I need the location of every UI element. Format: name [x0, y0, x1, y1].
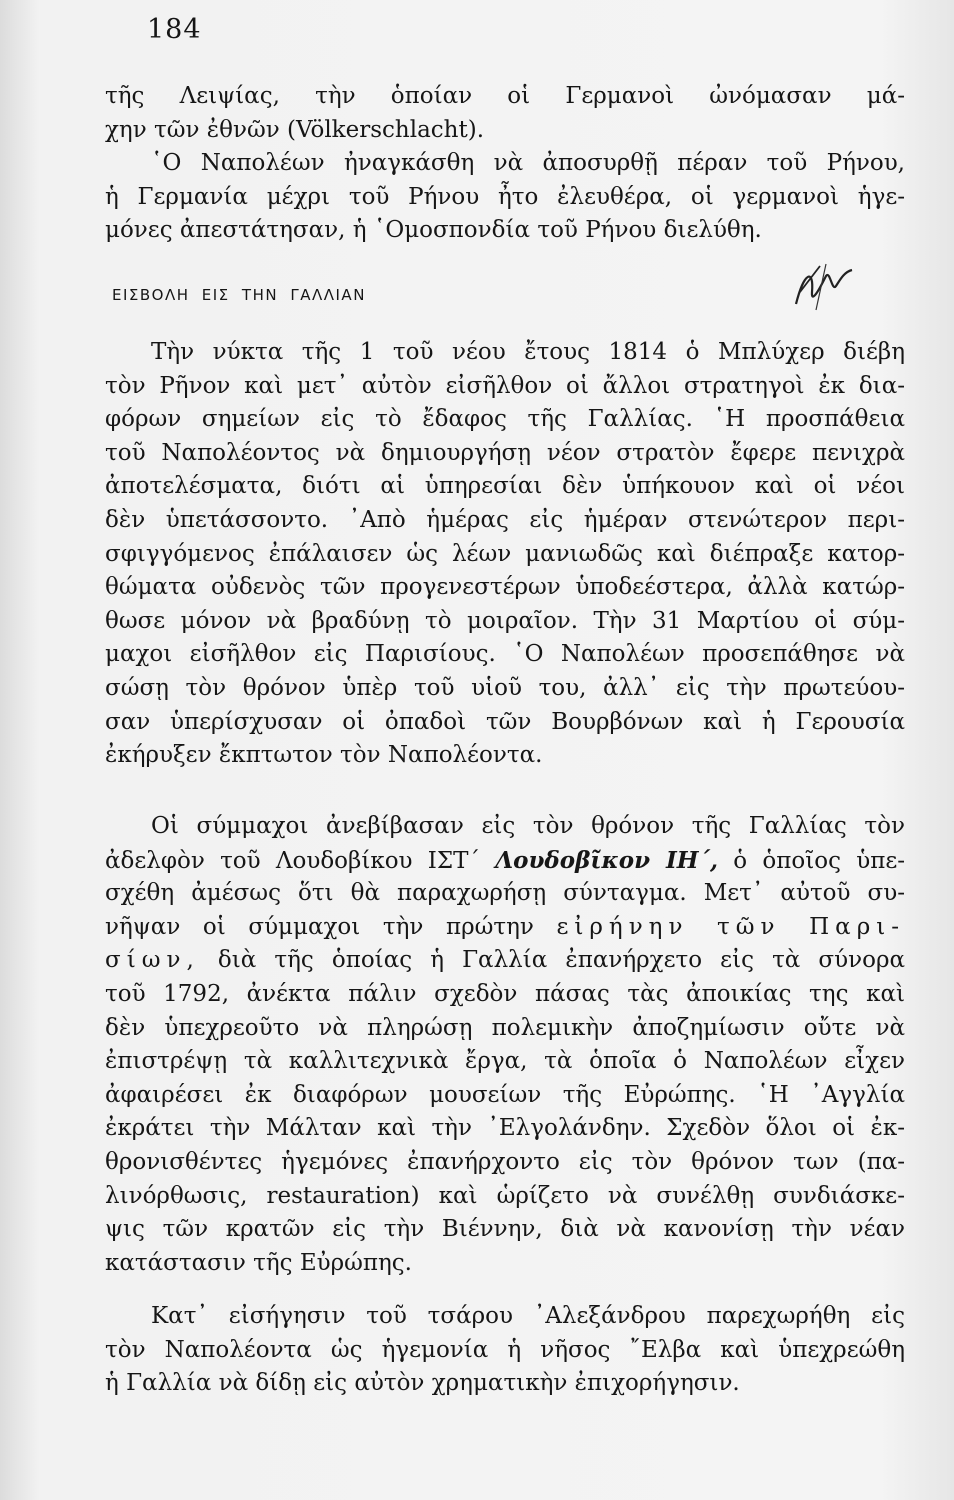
text-line: φόρων σημείων εἰς τὸ ἔδαφος τῆς Γαλλίας. ῾Η προσπάθεια	[105, 406, 905, 433]
text-span: νῆψαν οἱ σύμμαχοι τὴν πρώτην	[105, 913, 534, 940]
page-number: 184	[147, 14, 202, 45]
text-span: διὰ τῆς ὁποίας ἡ Γαλλία ἐπανήρχετο εἰς τὰ σύνορα	[217, 947, 906, 974]
text-line: θρονισθέντες ἡγεμόνες ἐπανήρχοντο εἰς τὸν θρόνον των (πα-	[105, 1148, 905, 1175]
text-line: μαχοι εἰσῆλθον εἰς Παρισίους. ῾Ο Ναπολέων προσεπάθησε νὰ	[105, 641, 905, 668]
text-line: ἡ Γαλλία νὰ δίδῃ εἰς αὐτὸν χρηματικὴν ἐπιχορήγησιν.	[105, 1370, 740, 1397]
text-line: τοῦ Ναπολέοντος νὰ δημιουργήσῃ νέον στρατὸν ἔφερε πενιχρὰ	[105, 439, 905, 466]
text-line: ἐκήρυξεν ἔκπτωτον τὸν Ναπολέοντα.	[105, 742, 543, 769]
paragraph-leipzig	[105, 80, 905, 248]
text-line: ἐκράτει τὴν Μάλταν καὶ τὴν ᾽Ελγολάνδην. Σχεδὸν ὅλοι οἱ ἐκ-	[105, 1115, 905, 1142]
text-line: ἀφαιρέσει ἐκ διαφόρων μουσείων τῆς Εὐρώπης. ῾Η ᾽Αγγλία	[105, 1081, 905, 1108]
text-line: μόνες ἀπεστάτησαν, ἡ ῾Ομοσπονδία τοῦ Ρήνου διελύθη.	[105, 217, 762, 244]
text-span: ὁ ὁποῖος ὑπε-	[733, 847, 906, 874]
text-line: θώματα οὐδενὸς τῶν προγενεστέρων ὑποδεέστερα, ἀλλὰ κατώρ-	[105, 574, 905, 601]
text-line: χην τῶν ἐθνῶν (Völkerschlacht).	[105, 116, 485, 143]
text-line	[105, 911, 905, 945]
text-line: δὲν ὑπεχρεοῦτο νὰ πληρώσῃ πολεμικὴν ἀποζημίωσιν οὔτε νὰ	[105, 1014, 905, 1041]
paragraph-peace	[105, 810, 905, 1280]
text-line: σχέθη ἀμέσως ὅτι θὰ παραχωρήσῃ σύνταγμα. Μετ᾽ αὐτοῦ συ-	[105, 880, 905, 907]
text-line: Τὴν νύκτα τῆς 1 τοῦ νέου ἔτους 1814 ὁ Μπλύχερ διέβη	[151, 339, 905, 365]
text-line: τὸν Ρῆνον καὶ μετ᾽ αὐτὸν εἰσῆλθον οἱ ἄλλοι στρατηγοὶ ἐκ δια-	[105, 372, 905, 399]
emphasis-name: Λουδοβῖκον ΙΗ΄,	[495, 846, 719, 874]
handwritten-signature	[786, 262, 856, 312]
text-line: Οἱ σύμμαχοι ἀνεβίβασαν εἰς τὸν θρόνον τῆς Γαλλίας τὸν	[151, 813, 905, 839]
text-line: λινόρθωσις, restauration) καὶ ὡρίζετο νὰ συνέλθῃ συνδιάσκε-	[105, 1182, 905, 1209]
text-line: ψις τῶν κρατῶν εἰς τὴν Βιέννην, διὰ νὰ κανονίσῃ τὴν νέαν	[105, 1216, 905, 1243]
text-line: θωσε μόνον νὰ βραδύνῃ τὸ μοιραῖον. Τὴν 31 Μαρτίου οἱ σύμ-	[105, 607, 905, 634]
spaced-text: σίων,	[105, 947, 200, 974]
text-line: σώσῃ τὸν θρόνον ὑπὲρ τοῦ υἱοῦ του, ἀλλ᾽ εἰς τὴν πρωτεύου-	[105, 674, 905, 701]
paragraph-elba	[105, 1300, 905, 1401]
text-line: τῆς Λειψίας, τὴν ὁποίαν οἱ Γερμανοὶ ὠνόμασαν μά-	[105, 83, 905, 109]
text-line: σφιγγόμενος ἐπάλαισεν ὡς λέων μανιωδῶς καὶ διέπραξε κατορ-	[105, 540, 905, 567]
paragraph-invasion	[105, 336, 905, 773]
text-line: κατάστασιν τῆς Εὐρώπης.	[105, 1249, 412, 1276]
text-line: Κατ᾽ εἰσήγησιν τοῦ τσάρου ᾽Αλεξάνδρου παρεχωρήθη εἰς	[151, 1303, 905, 1329]
text-line	[105, 944, 905, 978]
text-line	[105, 844, 905, 878]
section-heading: ΕΙΣΒΟΛΗ ΕΙΣ ΤΗΝ ΓΑΛΛΙΑΝ	[112, 286, 366, 304]
text-line: ἡ Γερμανία μέχρι τοῦ Ρήνου ἦτο ἐλευθέρα, οἱ γερμανοὶ ἡγε-	[105, 183, 905, 210]
text-line: ἀποτελέσματα, διότι αἱ ὑπηρεσίαι δὲν ὑπήκουον καὶ οἱ νέοι	[105, 473, 905, 500]
text-line: ῾Ο Ναπολέων ἠναγκάσθη νὰ ἀποσυρθῇ πέραν τοῦ Ρήνου,	[151, 150, 905, 177]
text-span: ἀδελφὸν τοῦ Λουδοβίκου ΙΣΤ΄	[105, 847, 480, 874]
text-line: σαν ὑπερίσχυσαν οἱ ὀπαδοὶ τῶν Βουρβόνων καὶ ἡ Γερουσία	[105, 708, 905, 735]
text-line: τοῦ 1792, ἀνέκτα πάλιν σχεδὸν πάσας τὰς ἀποικίας της καὶ	[105, 980, 905, 1007]
text-line: τὸν Ναπολέοντα ὡς ἡγεμονία ἡ νῆσος ῎Ελβα καὶ ὑπεχρεώθη	[105, 1336, 905, 1363]
text-line: ἐπιστρέψῃ τὰ καλλιτεχνικὰ ἔργα, τὰ ὁποῖα ὁ Ναπολέων εἶχεν	[105, 1048, 905, 1075]
spaced-text: εἰρήνην τῶν Παρι-	[556, 913, 906, 940]
text-line: δὲν ὑπετάσσοντο. ᾽Απὸ ἡμέρας εἰς ἡμέραν στενώτερον περι-	[105, 506, 905, 533]
